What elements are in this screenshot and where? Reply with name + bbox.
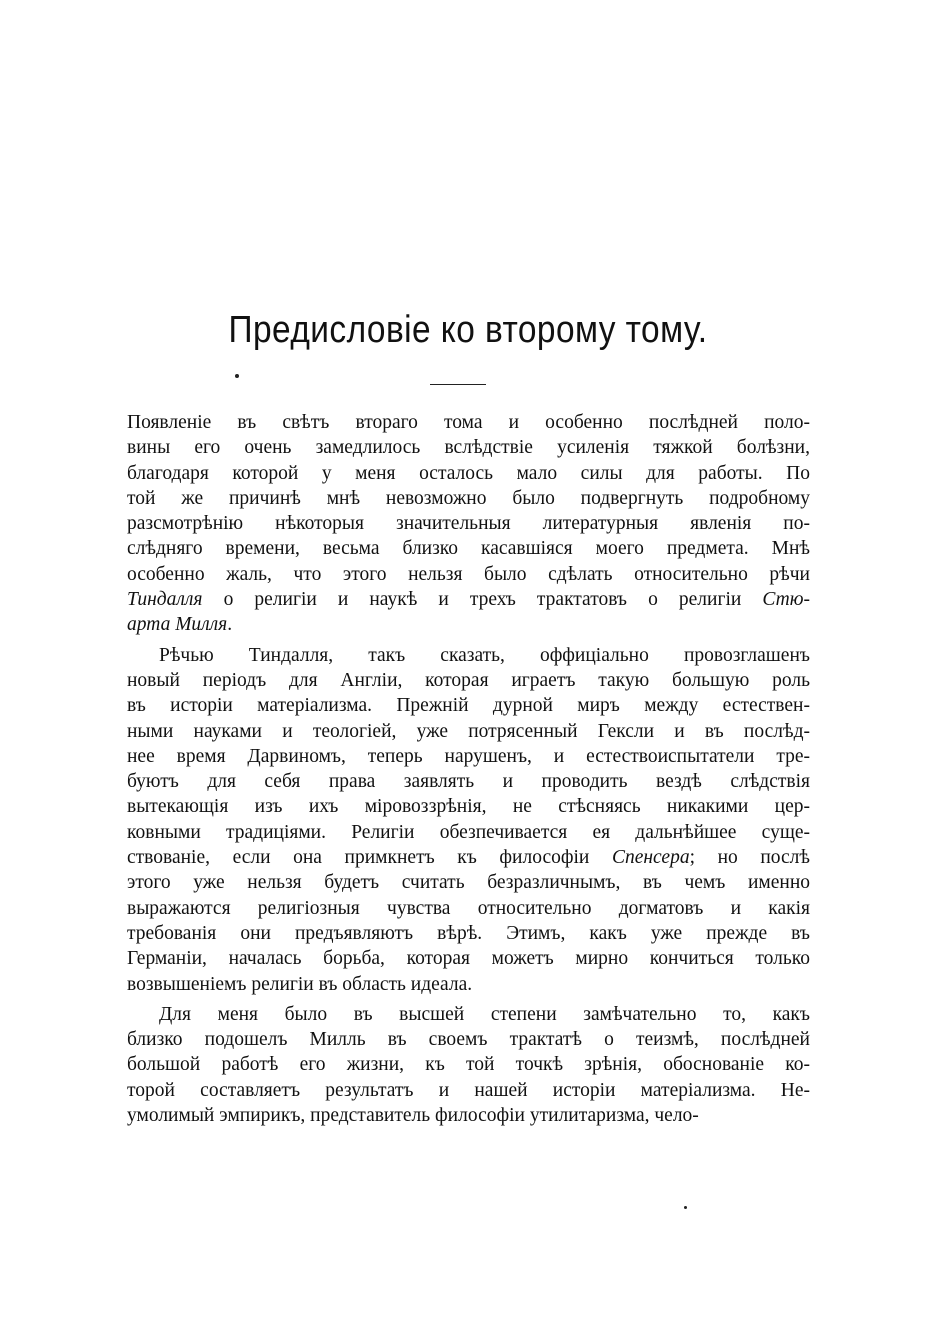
text-line: [127, 643, 810, 668]
text-segment: близко подошелъ Милль въ своемъ трактатѣ о теизмѣ, послѣдней: [127, 1029, 810, 1051]
page-title: Предисловіе ко второму тому.: [228, 309, 708, 351]
text-segment: новый періодъ для Англіи, которая играетъ такую большую роль: [127, 669, 810, 691]
text-segment: требованія они предъявляютъ вѣрѣ. Этимъ, какъ уже прежде въ: [127, 922, 810, 944]
text-line: [127, 693, 810, 718]
text-line: [127, 921, 810, 946]
text-line: [127, 587, 810, 612]
text-line: [127, 1078, 810, 1103]
text-line: [127, 946, 810, 971]
text-line: [127, 719, 810, 744]
text-line: [127, 972, 810, 997]
italic-name: арта Милля: [127, 614, 228, 636]
text-segment: Для меня было въ высшей степени замѣчательно то, какъ: [159, 1003, 810, 1025]
text-segment: благодаря которой у меня осталось мало силы для работы. По: [127, 462, 810, 484]
text-segment: слѣдняго времени, весьма близко касавшіяся моего предмета. Мнѣ: [127, 538, 810, 560]
text-segment: разсмотрѣнію нѣкоторыя значительныя литературныя явленія по-: [127, 513, 810, 535]
text-line: [127, 794, 810, 819]
text-segment: нее время Дарвиномъ, теперь нарушенъ, и естествоиспытатели тре-: [127, 745, 810, 767]
text-segment: торой составляетъ результатъ и нашей исторіи матеріализма. Не-: [127, 1079, 810, 1101]
text-line: [127, 845, 810, 870]
text-segment: Рѣчью Тиндалля, такъ сказать, оффиціально провозглашенъ: [159, 644, 810, 666]
text-line: [127, 1027, 810, 1052]
text-line: [127, 511, 810, 536]
paragraph: [127, 410, 810, 638]
text-segment: большой работѣ его жизни, къ той точкѣ зрѣнія, обоснованіе ко-: [127, 1054, 810, 1076]
italic-name: Спенсера: [611, 847, 690, 869]
text-line: [127, 1103, 810, 1128]
text-segment: умолимый эмпирикъ, представитель философіи утилитаризма, чело-: [127, 1105, 699, 1127]
text-segment: особенно жаль, что этого нельзя было сдѣлать относительно рѣчи: [127, 563, 810, 585]
text-segment: о религіи и наукѣ и трехъ трактатовъ о религіи: [202, 589, 763, 611]
text-line: [127, 820, 810, 845]
text-segment: этого уже нельзя будетъ считать безразличнымъ, въ чемъ именно: [127, 872, 810, 894]
text-line: [127, 896, 810, 921]
text-line: [127, 562, 810, 587]
paragraph: [127, 643, 810, 997]
text-segment: въ исторіи матеріализма. Прежній дурной миръ между естествен-: [127, 695, 810, 717]
text-segment: буютъ для себя права заявлять и проводить вездѣ слѣдствія: [127, 771, 810, 793]
text-segment: ствованіе, если она примкнетъ къ философіи: [127, 847, 612, 869]
print-speck-icon: [235, 374, 239, 378]
italic-name: Тиндалля: [127, 589, 203, 611]
paragraph: [127, 1002, 810, 1128]
italic-name: Стю-: [762, 589, 810, 611]
text-line: [127, 1002, 810, 1027]
text-line: [127, 744, 810, 769]
text-line: [127, 870, 810, 895]
title-divider: [430, 384, 486, 385]
text-segment: ковными традиціями. Религіи обезпечивается ея дальнѣйшее суще-: [127, 821, 810, 843]
text-line: [127, 536, 810, 561]
text-segment: возвышеніемъ религіи въ область идеала.: [127, 973, 473, 995]
text-segment: той же причинѣ мнѣ невозможно было подвергнуть подробному: [127, 487, 810, 509]
text-segment: вины его очень замедлилось вслѣдствіе усиленія тяжкой болѣзни,: [127, 437, 810, 459]
text-segment: .: [227, 614, 233, 636]
text-segment: выражаются религіозныя чувства относительно догматовъ и какія: [127, 897, 810, 919]
print-speck-icon: [684, 1206, 687, 1209]
text-segment: Германіи, началась борьба, которая можетъ мирно кончиться только: [127, 948, 810, 970]
body-text: [127, 410, 810, 1128]
text-line: [127, 410, 810, 435]
text-line: [127, 435, 810, 460]
text-line: [127, 461, 810, 486]
text-segment: Появленіе въ свѣтъ втораго тома и особенно послѣдней поло-: [127, 412, 810, 433]
text-line: [127, 769, 810, 794]
text-line: [127, 668, 810, 693]
text-line: [127, 1052, 810, 1077]
text-line: [127, 486, 810, 511]
text-segment: ; но послѣ: [689, 847, 810, 869]
text-segment: ными науками и теологіей, уже потрясенный Гексли и въ послѣд-: [127, 720, 810, 742]
text-line: [127, 612, 810, 637]
text-segment: вытекающія изъ ихъ міровоззрѣнія, не стѣсняясь никакими цер-: [127, 796, 810, 818]
